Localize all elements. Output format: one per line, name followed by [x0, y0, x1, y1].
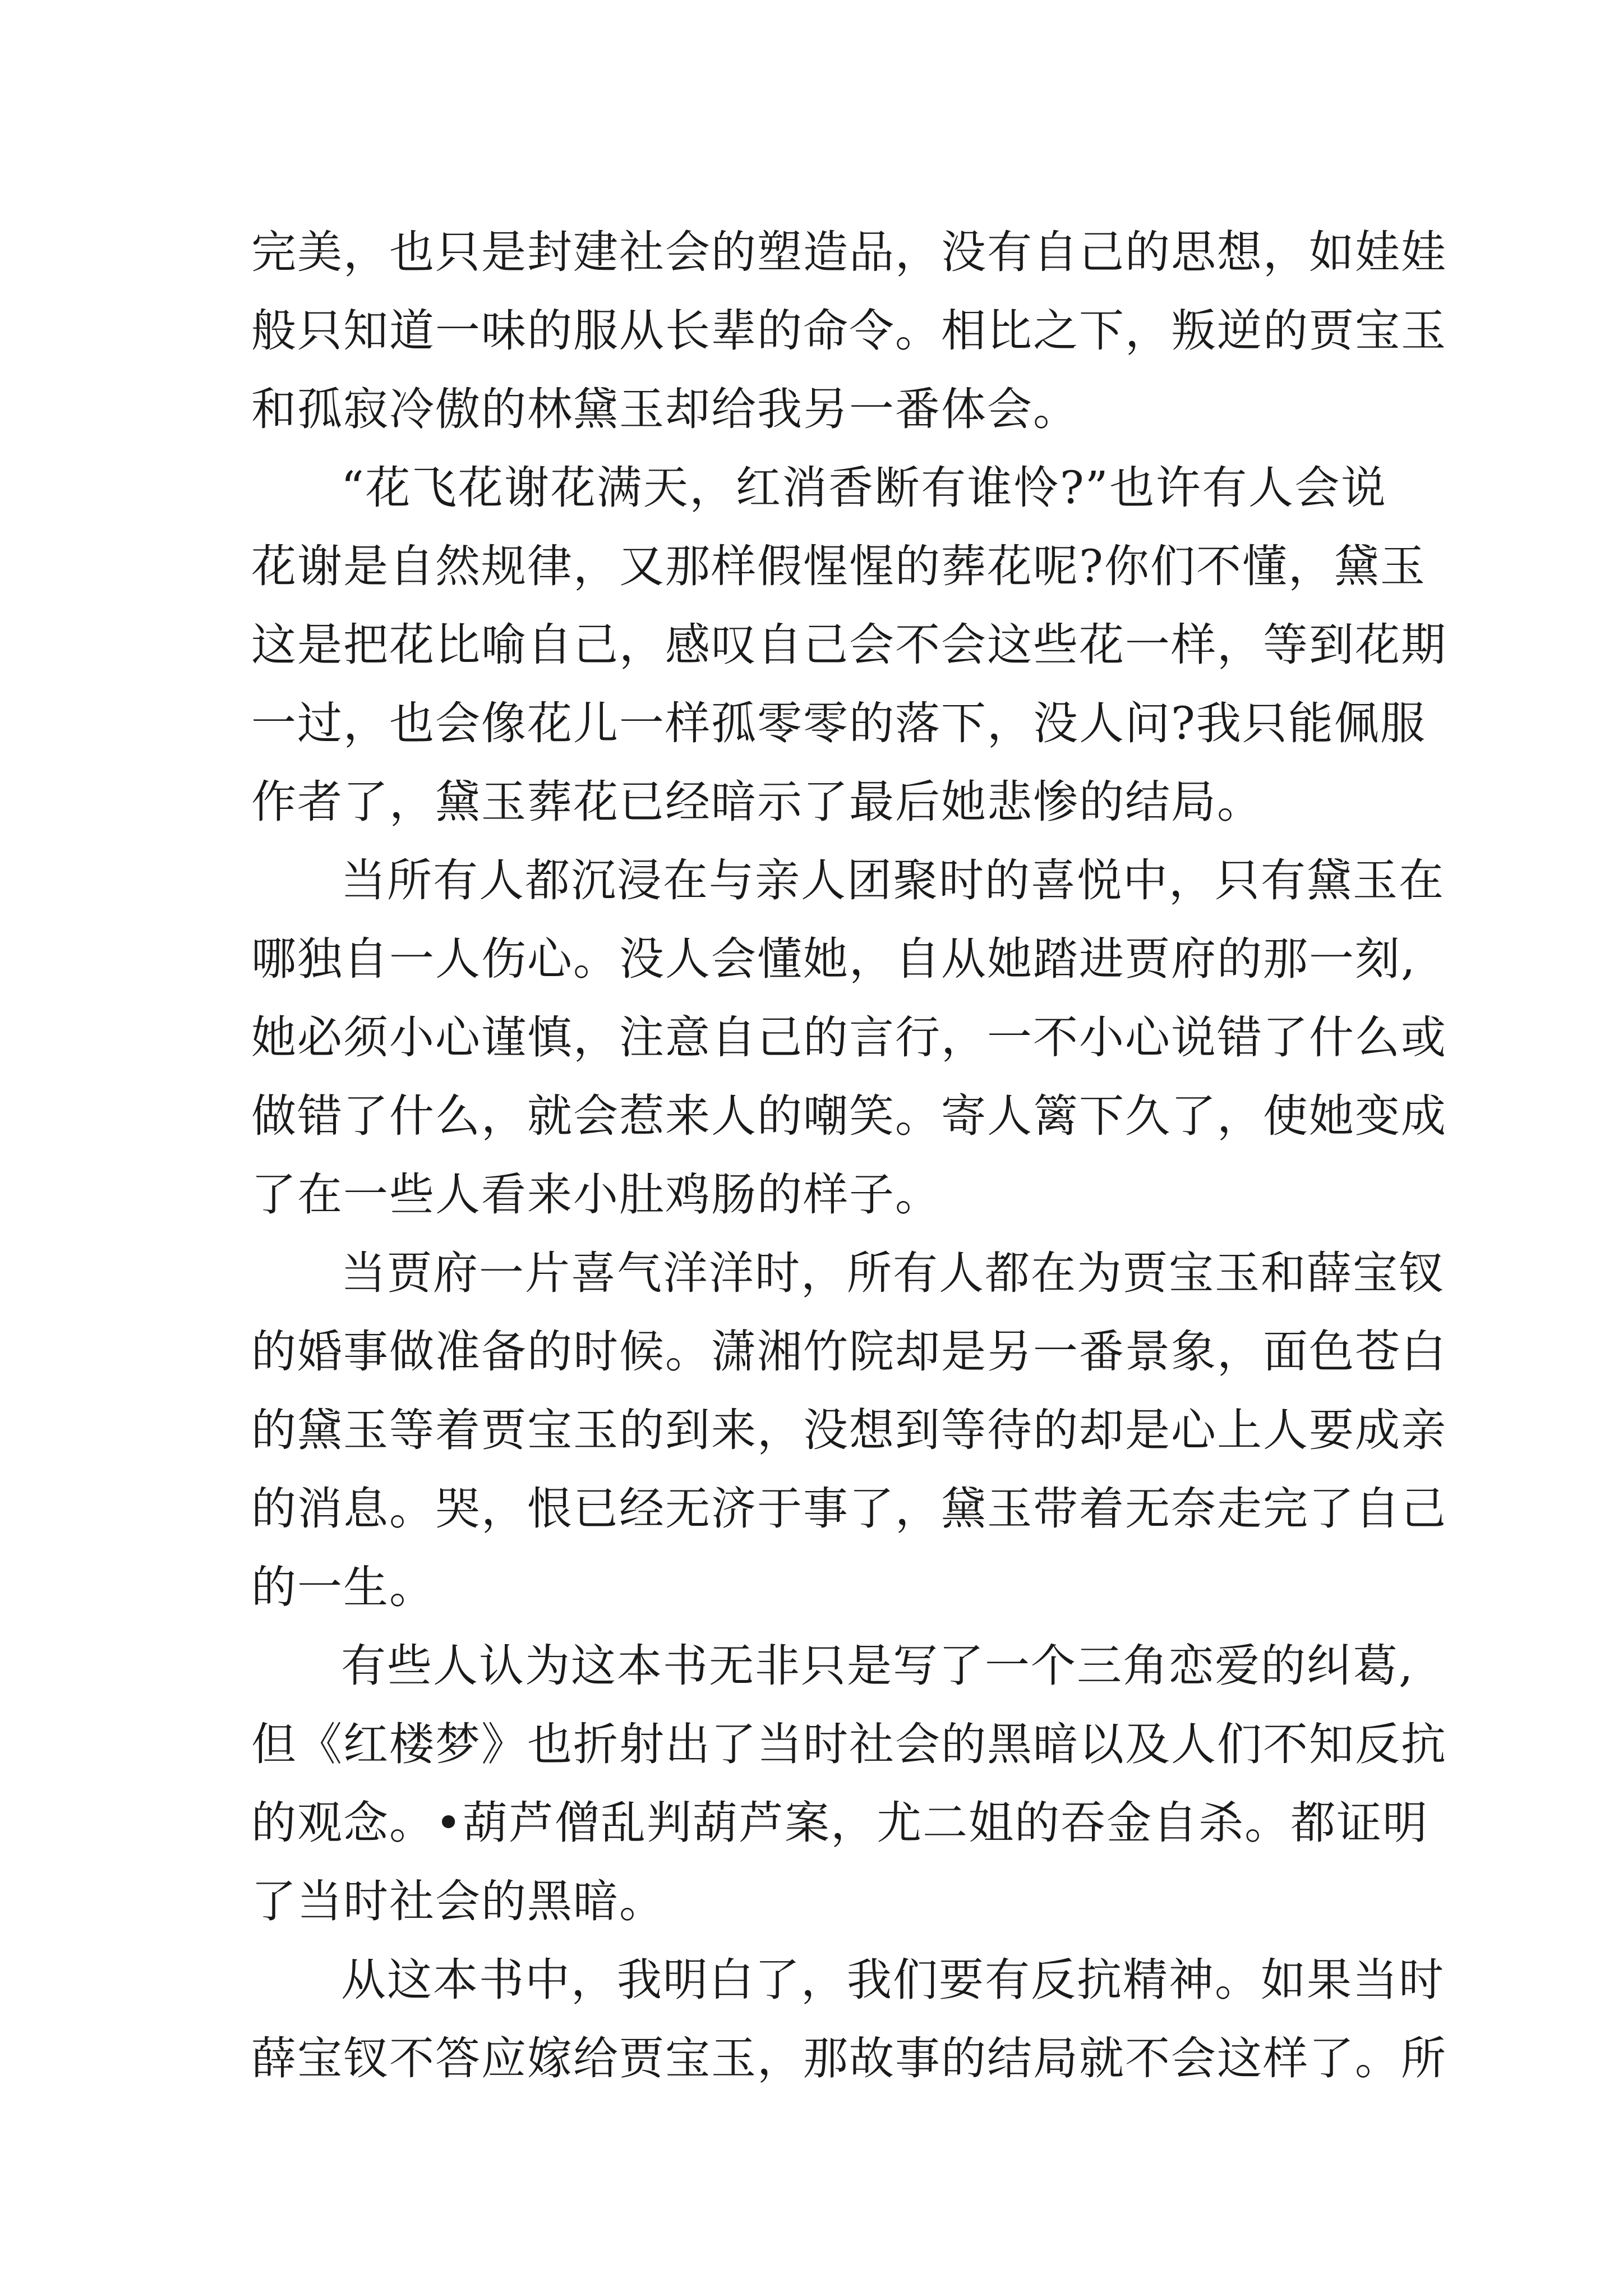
text-line: 她必须小心谨慎，注意自己的言行，一不小心说错了什么或	[251, 1011, 1447, 1064]
text-line: 完美，也只是封建社会的塑造品，没有自己的思想，如娃娃	[251, 226, 1447, 278]
text-line: 有些人认为这本书无非只是写了一个三角恋爱的纠葛,	[341, 1640, 1414, 1692]
text-line: 的消息。哭，恨已经无济于事了，黛玉带着无奈走完了自己	[251, 1483, 1447, 1535]
text-line: 一过，也会像花儿一样孤零零的落下，没人问?我只能佩服	[251, 697, 1426, 749]
body-text	[251, 213, 1447, 2098]
text-line: “花飞花谢花满天，红消香断有谁怜?”也许有人会说	[341, 462, 1387, 514]
text-line: 做错了什么，就会惹来人的嘲笑。寄人篱下久了，使她变成	[251, 1090, 1447, 1142]
text-line: 但《红楼梦》也折射出了当时社会的黑暗以及人们不知反抗	[251, 1718, 1447, 1770]
text-line: 作者了，黛玉葬花已经暗示了最后她悲惨的结局。	[251, 776, 1263, 828]
text-line: 般只知道一味的服从长辈的命令。相比之下，叛逆的贾宝玉	[251, 305, 1447, 357]
text-line: 了当时社会的黑暗。	[251, 1875, 665, 1927]
text-line: 花谢是自然规律，又那样假惺惺的葬花呢?你们不懂，黛玉	[251, 540, 1426, 592]
text-line: 了在一些人看来小肚鸡肠的样子。	[251, 1168, 941, 1221]
text-line: 的观念。•葫芦僧乱判葫芦案，尤二姐的吞金自杀。都证明	[251, 1797, 1429, 1849]
text-line: 哪独自一人伤心。没人会懂她，自从她踏进贾府的那一刻,	[251, 933, 1417, 985]
text-line: 当贾府一片喜气洋洋时，所有人都在为贾宝玉和薛宝钗	[341, 1247, 1445, 1299]
text-line: 薛宝钗不答应嫁给贾宝玉，那故事的结局就不会这样了。所	[251, 2032, 1447, 2085]
text-line: 这是把花比喻自己，感叹自己会不会这些花一样，等到花期	[251, 619, 1447, 671]
text-line: 的黛玉等着贾宝玉的到来，没想到等待的却是心上人要成亲	[251, 1404, 1447, 1456]
text-line: 从这本书中，我明白了，我们要有反抗精神。如果当时	[341, 1954, 1445, 2006]
text-line: 当所有人都沉浸在与亲人团聚时的喜悦中，只有黛玉在	[341, 854, 1445, 907]
text-line: 的一生。	[251, 1561, 435, 1613]
text-line: 和孤寂冷傲的林黛玉却给我另一番体会。	[251, 383, 1079, 435]
text-line: 的婚事做准备的时候。潇湘竹院却是另一番景象，面色苍白	[251, 1326, 1447, 1378]
